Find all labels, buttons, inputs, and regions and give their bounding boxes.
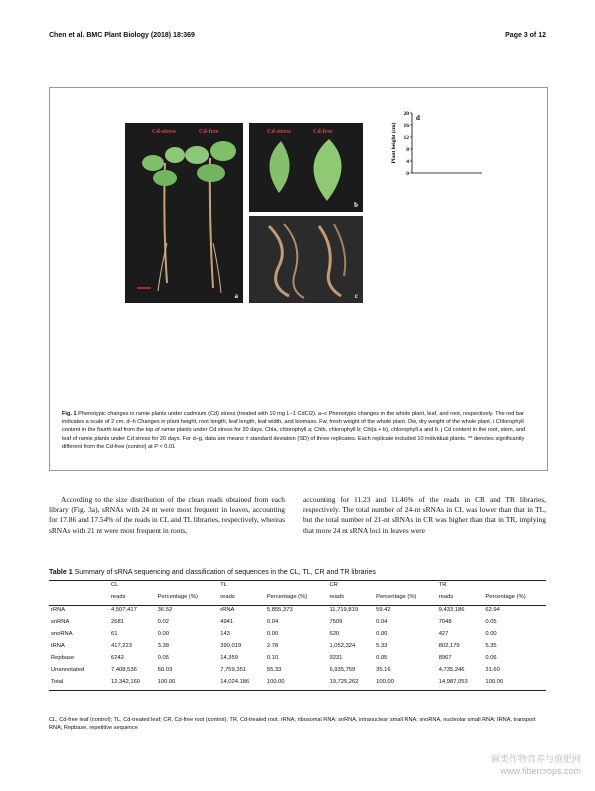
col-header: Percentage (%)	[265, 593, 328, 606]
table-cell: 0.05	[485, 619, 497, 625]
col-header: reads	[437, 593, 484, 606]
panel-label-a: a	[234, 292, 238, 300]
table-cell: 12,342,160	[109, 678, 156, 691]
table-cell: 19,725,262	[327, 678, 374, 691]
panel-label-c: c	[354, 292, 358, 300]
group-cr: CR	[327, 581, 436, 594]
table-cell: 11,719,819	[329, 607, 359, 613]
col-header: reads	[109, 593, 156, 606]
group-tl: TL	[218, 581, 327, 594]
table-footnote: CL, Cd-free leaf (control); TL, Cd-treated leaf; CR, Cd-free root (control); TR, Cd-treated root. rRNA, ribosomal RNA; snRNA, intranuclear small RNA; snoRNA, nucleolar small RNA; tRNA, transport RNA; Repbase, repetitive sequence	[49, 717, 536, 731]
group-cl: CL	[109, 581, 218, 594]
table-cell: 3.38	[157, 643, 169, 649]
tag-cd-free: Cd-free	[199, 129, 219, 135]
table-cell: 5.35	[485, 643, 497, 649]
panel-label: d	[416, 114, 420, 122]
table-cell: 35.16	[376, 667, 391, 673]
table-cell: 5.33	[376, 643, 388, 649]
table-row	[49, 678, 546, 691]
figure-caption	[62, 410, 534, 451]
table-cell: 59.42	[376, 607, 391, 613]
y-tick-label: 8	[406, 147, 409, 153]
y-tick-label: 4	[406, 159, 409, 165]
table-cell: 802,179	[438, 643, 460, 649]
table-cell: 100.00	[156, 678, 219, 691]
y-axis-label: Plant height (cm)	[391, 122, 397, 164]
table-cell: 0.05	[157, 655, 169, 661]
table-subheader-row	[49, 593, 546, 606]
table-cell: 6,935,759	[329, 667, 356, 673]
table-cell: 2.78	[266, 643, 279, 649]
table-cell: 100.00	[265, 678, 328, 691]
table-cell: 55.33	[266, 667, 282, 673]
y-tick-label: 0	[406, 171, 409, 177]
table-cell: 9,433,186	[438, 607, 465, 613]
body-column-left: According to the size distribution of the clean reads obtained from each library (Fig. 3a), sRNAs with 24 nt were most frequent in leaves, accounting for 17.86 and 17.54% of the reads in CL and TL libraries, respectively, whereas sRNAs with 21 nt were most frequent in roots,	[49, 495, 285, 535]
table-cell: 14,024,186	[218, 678, 265, 691]
table-cell: 0.02	[157, 619, 169, 625]
row-label: Repbase	[51, 655, 75, 661]
table-cell: 4941	[220, 619, 234, 625]
row-label: rRNA	[51, 607, 66, 613]
table-cell: rRNA	[220, 607, 235, 613]
table-cell: 14,987,053	[437, 678, 484, 691]
row-label: Total	[49, 678, 109, 691]
table-cell: 0.04	[376, 619, 388, 625]
table-group-row	[49, 581, 546, 594]
table-row	[49, 654, 546, 666]
table-cell: 7048	[438, 619, 452, 625]
table-cell: 0.04	[266, 619, 279, 625]
col-header: Percentage (%)	[156, 593, 219, 606]
table-cell: 7509	[329, 619, 343, 625]
figure-charts	[50, 88, 547, 408]
table-cell: 2681	[111, 619, 124, 625]
table-cell: 0.00	[266, 631, 279, 637]
table-row	[49, 606, 546, 619]
table-cell: 8967	[438, 655, 452, 661]
table-cell: 390,019	[220, 643, 242, 649]
table-cell: 4,735,246	[438, 667, 465, 673]
table-row	[49, 630, 546, 642]
table-cell: 14,359	[220, 655, 238, 661]
table-cell: 7,408,536	[111, 667, 137, 673]
watermark	[491, 753, 581, 777]
table-row	[49, 618, 546, 630]
table-row	[49, 666, 546, 678]
table-cell: 31.60	[485, 667, 500, 673]
table-cell: 100.00	[483, 678, 546, 691]
body-column-right: accounting for 11.23 and 11.46% of the reads in CR and TR libraries, respectively. The total number of 24-nt sRNAs in CL was lower than that in TL, but the total number of 21-nt sRNAs in CR was higher than that in TR, implying that more 24 nt sRNA loci in leaves were	[303, 495, 546, 535]
y-tick-label: 20	[403, 111, 409, 117]
table-cell: 427	[438, 631, 449, 637]
srna-table	[49, 580, 546, 691]
table-cell: 143	[220, 631, 230, 637]
table-cell: 100.00	[374, 678, 437, 691]
table-cell: 6242	[111, 655, 124, 661]
table-cell: 60.03	[157, 667, 173, 673]
table-cell: 0.00	[157, 631, 169, 637]
table-cell: 5,855,373	[266, 607, 293, 613]
col-header: reads	[327, 593, 374, 606]
row-label: tRNA	[51, 643, 65, 649]
panel-label-b: b	[354, 201, 358, 209]
running-header-page: Page 3 of 12	[505, 32, 546, 39]
table-cell: 7,759,351	[220, 667, 247, 673]
col-header: Percentage (%)	[374, 593, 437, 606]
table-cell: 61	[111, 631, 118, 637]
table-cell: 1,052,324	[329, 643, 356, 649]
col-header: Percentage (%)	[483, 593, 546, 606]
caption-label: Fig. 1	[62, 411, 77, 417]
running-header-journal: Chen et al. BMC Plant Biology (2018) 18:369	[49, 32, 195, 39]
table-cell: 0.00	[376, 631, 388, 637]
tag-cd-stress: Cd-stress	[267, 129, 291, 135]
col-header: reads	[218, 593, 265, 606]
tag-cd-stress: Cd-stress	[152, 129, 176, 135]
row-label: snoRNA	[51, 631, 73, 637]
table-cell: 620	[329, 631, 340, 637]
caption-text: Phenotypic changes in ramie plants under cadmium (Cd) stress (treated with 10 mg L−1 CdCl2). a–c Phenotypic changes in the whole plant, leaf, and root, respectively. The red bar indicates a scale of 2 cm. d–h Changes in plant height, root length, leaf length, leaf width, and biomass. Fw, fresh weight of the whole plant. Dw, dry weight of the whole plant. i Chlorophyll content in the fourth leaf from the top of ramie plants under Cd stress for 20 days. Chla, chlorophyll a; Chlb, chlorophyll b; Chl(a + b), chlorophyll a and b. j Cd content in the root, stem, and leaf of ramie plants under Cd stress for 20 days. For d–g, data are means ± standard deviation (SD) of three replicates. Each replicate included 10 individual plants. ** denotes significantly different from the Cd-free (control) at P < 0.01	[62, 411, 526, 450]
table-row	[49, 642, 546, 654]
y-tick-label: 12	[403, 135, 409, 141]
group-tr: TR	[437, 581, 546, 594]
table-cell: 417,223	[111, 643, 132, 649]
watermark-line1: 麻类作物营养与施肥网	[490, 754, 581, 764]
table-cell: 36.52	[157, 607, 173, 613]
table-cell: 4,507,417	[111, 607, 137, 613]
watermark-line2: www.fibercrops.com	[500, 766, 581, 776]
table-cell: 0.00	[485, 631, 497, 637]
table-cell: 0.05	[376, 655, 388, 661]
table-cell: 0.10	[266, 655, 279, 661]
table-title: Table 1 Summary of sRNA sequencing and classification of sequences in the CL, TL, CR and TR libraries	[49, 569, 376, 576]
table-cell: 62.94	[485, 607, 500, 613]
y-tick-label: 16	[403, 123, 409, 129]
table-cell: 9231	[329, 655, 343, 661]
row-label: Unannotated	[51, 667, 85, 673]
row-label: snRNA	[51, 619, 70, 625]
table-cell: 0.06	[485, 655, 497, 661]
tag-cd-free: Cd-free	[313, 129, 333, 135]
